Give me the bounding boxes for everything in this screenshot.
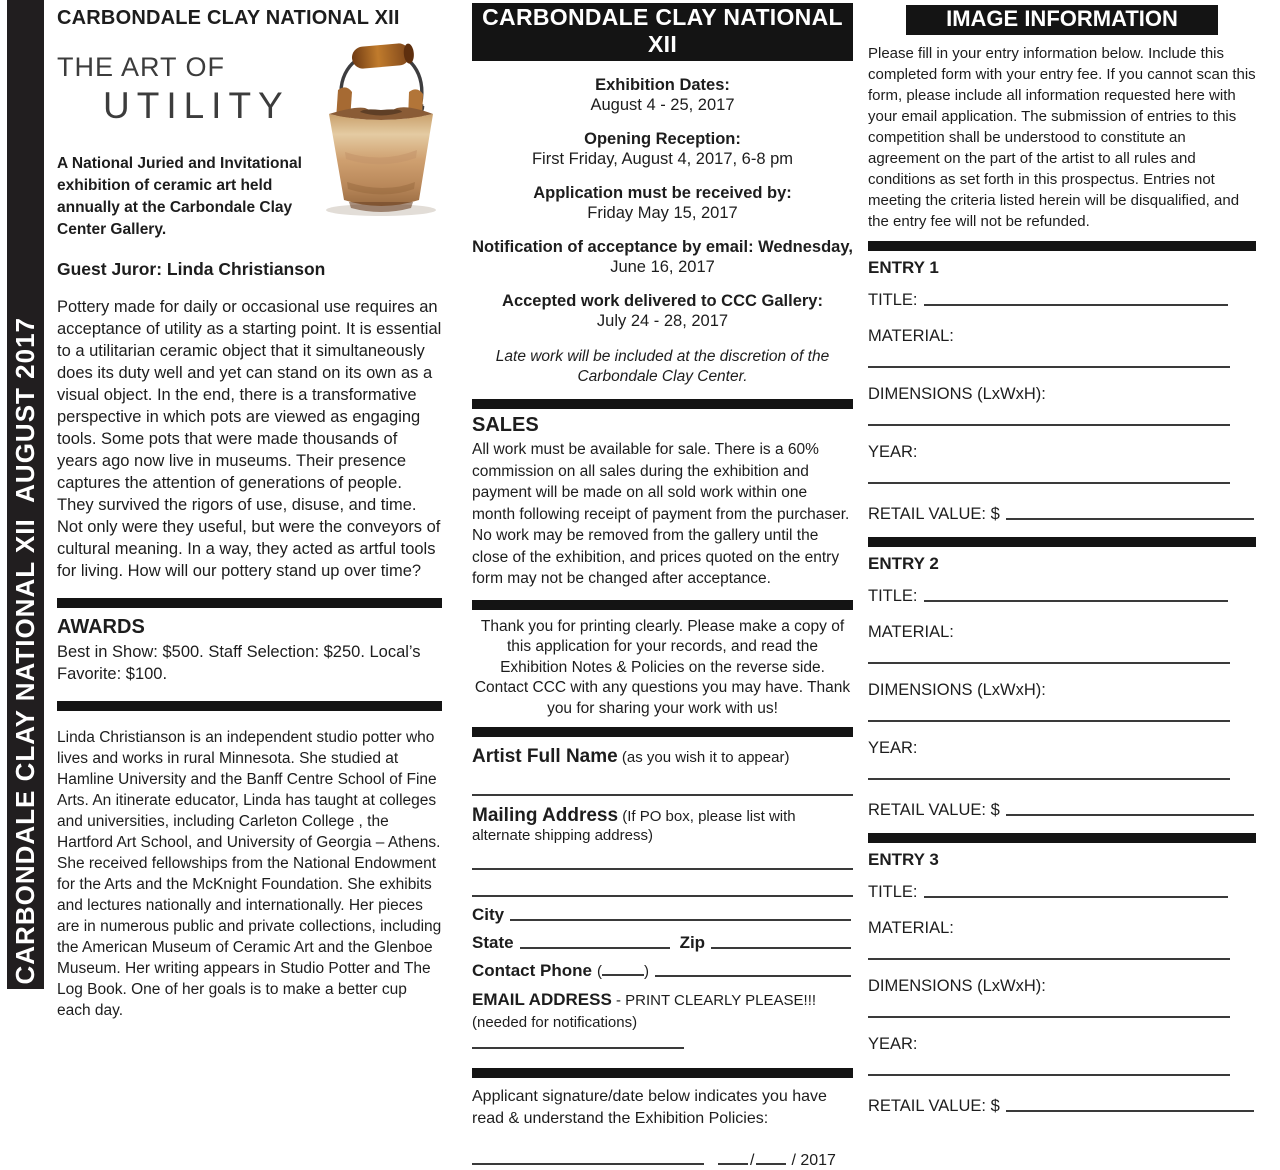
sales-text: All work must be available for sale. There is a 60% commission on all sales during the exhibition and payment will be made on all sold work within one month following receipt of payment from the purchaser. No work may be removed from the gallery until the close of the exhibition, and prices quoted on the entry form may not be changed after acceptance.	[472, 441, 850, 587]
phone-paren-close: )	[643, 963, 649, 980]
exhibition-intro: A National Juried and Invitational exhibition of ceramic art held annually at the Carbondale Clay Center Gallery.	[57, 155, 302, 238]
mailing-address-field-line1[interactable]	[472, 868, 853, 870]
retail-value-label: RETAIL VALUE: $	[868, 801, 1000, 819]
state-label: State	[472, 933, 514, 952]
mailing-address-hint: (If PO box, please list with alternate shipping address)	[472, 808, 796, 844]
artist-name-label-bold: Artist Full Name	[472, 746, 618, 767]
city-label: City	[472, 905, 505, 924]
material-label: MATERIAL:	[868, 623, 954, 641]
schedule-item	[472, 184, 853, 223]
entry-2-year-field[interactable]	[868, 778, 1230, 780]
date-day-field[interactable]	[756, 1163, 786, 1165]
mailing-address-field-line2[interactable]	[472, 895, 853, 897]
tagline-line2: UTILITY	[103, 85, 290, 126]
right-column	[868, 0, 1256, 1116]
awards-heading: AWARDS	[57, 616, 145, 638]
schedule-value: July 24 - 28, 2017	[596, 312, 729, 330]
zip-field[interactable]	[711, 947, 851, 949]
entry-3-year-field[interactable]	[868, 1074, 1230, 1076]
artist-name-hint: (as you wish it to appear)	[617, 749, 790, 766]
middle-title-bar: CARBONDALE CLAY NATIONAL XII	[472, 3, 853, 61]
retail-value-label: RETAIL VALUE: $	[868, 505, 1000, 523]
section-divider	[57, 598, 442, 608]
entry-3-retail-field[interactable]	[1006, 1110, 1254, 1112]
section-divider	[472, 727, 853, 737]
section-divider	[57, 701, 442, 711]
entry-retail-row	[868, 801, 1256, 820]
entry-retail-row	[868, 1097, 1256, 1116]
schedule-label: Opening Reception:	[584, 130, 741, 148]
awards-text: Best in Show: $500. Staff Selection: $250. Local’s Favorite: $100.	[57, 643, 421, 683]
entry-1-section	[868, 258, 1256, 524]
entry-title-row	[868, 291, 1230, 310]
city-row	[472, 905, 853, 925]
entry-1-material-field[interactable]	[868, 366, 1230, 368]
sales-heading: SALES	[472, 414, 539, 436]
vertical-banner-text: CARBONDALE CLAY NATIONAL XII AUGUST 2017	[10, 317, 40, 985]
entry-3-title-field[interactable]	[924, 896, 1228, 898]
entry-1-dimensions-field[interactable]	[868, 424, 1230, 426]
material-label: MATERIAL:	[868, 327, 954, 345]
dimensions-label: DIMENSIONS (LxWxH):	[868, 681, 1046, 699]
title-label: TITLE:	[868, 883, 918, 901]
artist-name-field[interactable]	[472, 794, 853, 796]
artist-name-label	[472, 746, 853, 768]
schedule-value: Friday May 15, 2017	[587, 204, 738, 222]
mailing-address-label-bold: Mailing Address	[472, 805, 619, 826]
retail-value-label: RETAIL VALUE: $	[868, 1097, 1000, 1115]
entry-3-section	[868, 850, 1256, 1116]
year-label: YEAR:	[868, 443, 918, 461]
date-month-field[interactable]	[718, 1163, 748, 1165]
entry-1-retail-field[interactable]	[1006, 518, 1254, 520]
entry-2-title-field[interactable]	[924, 600, 1228, 602]
section-divider	[472, 600, 853, 610]
entry-2-retail-field[interactable]	[1006, 814, 1254, 816]
date-year: / 2017	[791, 1152, 836, 1169]
signature-row	[472, 1152, 853, 1170]
entry-instructions: Please fill in your entry information below. Include this completed form with your entry fee. If you cannot scan this form, please include all information requested here with your email application. The submission of entries to this competition shall be understood to constitute an agreement on the part of the artist to all rules and conditions as set forth in this prospectus. Entries not meeting the criteria listed herein will be disqualified, and the entry fee will not be refunded.	[868, 45, 1256, 230]
section-divider	[868, 537, 1256, 547]
email-label: EMAIL ADDRESS	[472, 990, 612, 1009]
signature-note: Applicant signature/date below indicates you have read & understand the Exhibition Policies:	[472, 1088, 827, 1127]
signature-field[interactable]	[472, 1163, 704, 1165]
schedule-label: Application must be received by:	[533, 184, 792, 202]
phone-row	[472, 961, 853, 981]
tagline-line1: THE ART OF	[57, 52, 226, 82]
vertical-banner	[7, 0, 44, 989]
year-label: YEAR:	[868, 1035, 918, 1053]
entry-title-row	[868, 883, 1230, 902]
thank-you-note: Thank you for printing clearly. Please make a copy of this application for your records, and read the Exhibition Notes & Policies on the reverse side. Contact CCC with any questions you may have. Thank you for sharing your work with us!	[474, 617, 851, 717]
schedule-item	[472, 292, 853, 331]
juror-bio: Linda Christianson is an independent studio potter who lives and works in rural Minnesota. She studied at Hamline University and the Banff Centre School of Fine Arts. An itinerate educator, Linda has taught at colleges and universities, including Carleton College , the Hartford Art School, and University of Georgia – Athens. She received fellowships from the National Endowment for the Arts and the McKnight Foundation. She exhibits and lectures nationally and internationally. Her pieces are in numerous public and private collections, including the American Museum of Ceramic Art and the Glenboe Museum. Her writing appears in Studio Potter and The Log Book. One of her goals is to make a better cup each day.	[57, 729, 442, 1019]
entry-3-dimensions-field[interactable]	[868, 1016, 1230, 1018]
entry-heading: ENTRY 1	[868, 258, 939, 277]
area-code-field[interactable]	[602, 974, 644, 976]
dimensions-label: DIMENSIONS (LxWxH):	[868, 977, 1046, 995]
city-field[interactable]	[510, 919, 851, 921]
schedule-value: August 4 - 25, 2017	[590, 96, 735, 114]
entry-3-material-field[interactable]	[868, 958, 1230, 960]
entry-1-year-field[interactable]	[868, 482, 1230, 484]
entry-heading: ENTRY 3	[868, 850, 939, 869]
schedule-label: Accepted work delivered to CCC Gallery:	[502, 292, 823, 310]
state-field[interactable]	[520, 947, 670, 949]
material-label: MATERIAL:	[868, 919, 954, 937]
section-divider	[472, 399, 853, 409]
entry-1-title-field[interactable]	[924, 304, 1228, 306]
entry-heading: ENTRY 2	[868, 554, 939, 573]
juror-statement: Pottery made for daily or occasional use requires an acceptance of utility as a starting point. It is essential to a utilitarian ceramic object that it simultaneously does its duty well and yet can stand on its own as a visual object. In the end, there is a transformative perspective in which pots are viewed as engaging tools. Some pots that were made thousands of years ago now live in museums. Their presence captures the attention of generations of people. They survived the rigors of use, disuse, and time. Not only were they useful, but were the conveyors of cultural meaning. In a way, they acted as artful tools for living. How will our pottery stand up over time?	[57, 298, 442, 580]
entry-retail-row	[868, 505, 1256, 524]
entry-2-section	[868, 554, 1256, 820]
year-label: YEAR:	[868, 739, 918, 757]
schedule-item	[472, 76, 853, 115]
phone-paren-open: (	[596, 963, 602, 980]
schedule-item	[472, 238, 853, 277]
section-divider	[868, 241, 1256, 251]
dimensions-label: DIMENSIONS (LxWxH):	[868, 385, 1046, 403]
phone-label: Contact Phone	[472, 961, 592, 980]
schedule-value: First Friday, August 4, 2017, 6-8 pm	[531, 150, 794, 168]
date-slash: /	[750, 1152, 755, 1169]
schedule-label: Notification of acceptance by email: Wednesday,	[472, 238, 853, 256]
left-column	[57, 0, 442, 1021]
schedule-item	[472, 130, 853, 169]
schedule-label: Exhibition Dates:	[595, 76, 730, 94]
section-divider	[472, 1068, 853, 1078]
email-row	[472, 989, 853, 1056]
page-title: CARBONDALE CLAY NATIONAL XII	[57, 7, 400, 29]
section-divider	[868, 833, 1256, 843]
guest-juror: Guest Juror: Linda Christianson	[57, 259, 326, 279]
email-hint: - PRINT CLEARLY PLEASE!!! (needed for notifications)	[472, 992, 817, 1031]
entry-2-material-field[interactable]	[868, 662, 1230, 664]
title-label: TITLE:	[868, 587, 918, 605]
ceramic-bucket-image	[305, 42, 455, 220]
mailing-address-label	[472, 805, 853, 844]
middle-column	[472, 0, 853, 1170]
zip-label: Zip	[679, 933, 706, 952]
schedule-value: June 16, 2017	[610, 258, 715, 276]
phone-field[interactable]	[655, 975, 851, 977]
entry-2-dimensions-field[interactable]	[868, 720, 1230, 722]
state-zip-row	[472, 933, 853, 953]
image-information-title-bar: IMAGE INFORMATION	[906, 5, 1218, 35]
late-work-note: Late work will be included at the discretion of the Carbondale Clay Center.	[495, 348, 830, 385]
entry-title-row	[868, 587, 1230, 606]
title-label: TITLE:	[868, 291, 918, 309]
email-field[interactable]	[472, 1047, 684, 1049]
